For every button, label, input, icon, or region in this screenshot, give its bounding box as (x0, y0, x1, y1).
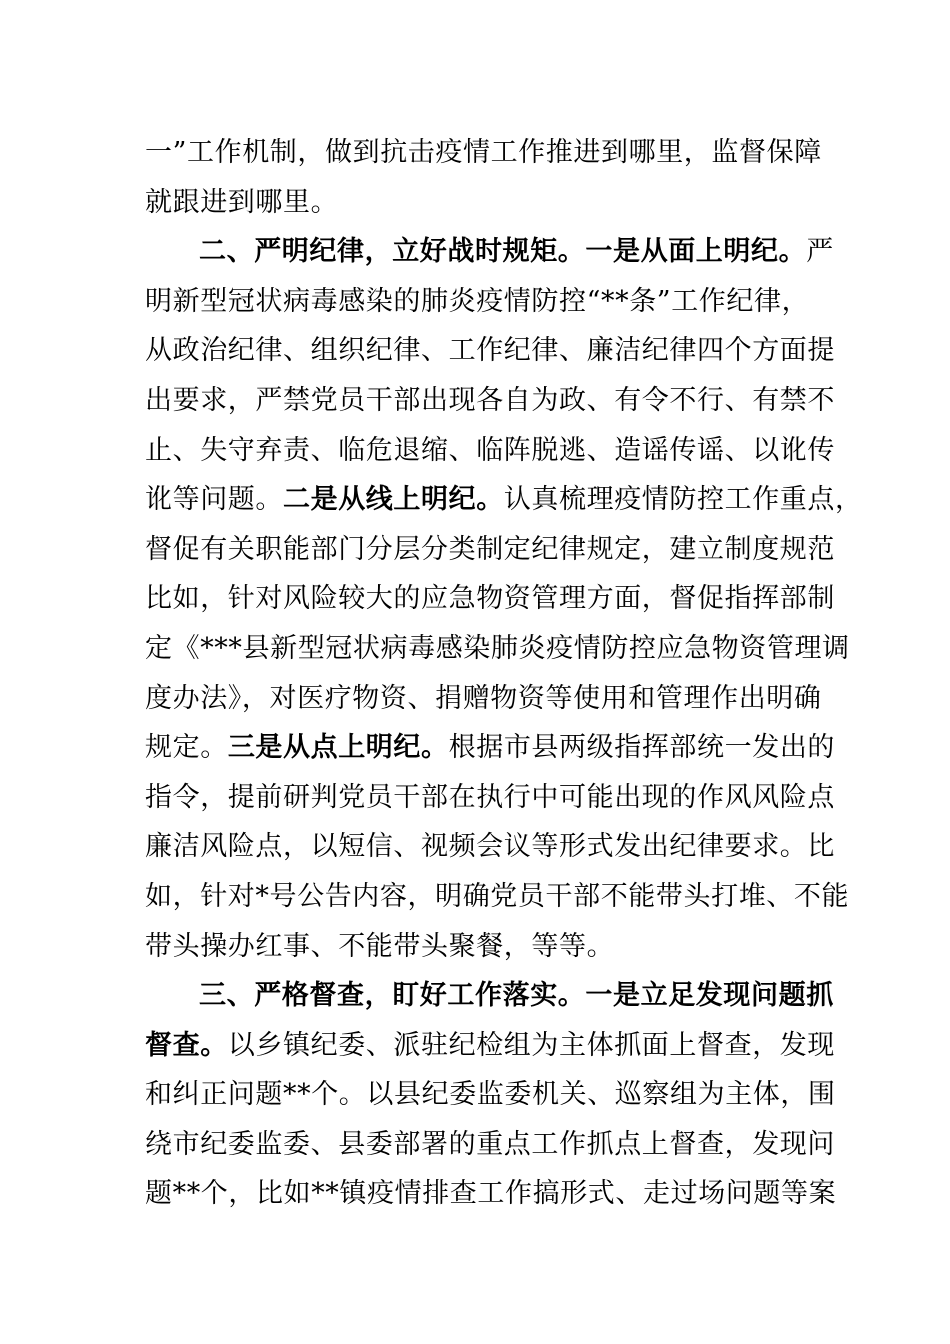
text-segment: 出要求，严禁党员干部出现各自为政、有令不行、有禁不 (145, 384, 835, 416)
text-segment: 一”工作机制，做到抗击疫情工作推进到哪里，监督保障 (145, 137, 822, 168)
text-line (145, 376, 835, 426)
bold-text-segment: 二是从线上明纪。 (283, 484, 504, 516)
text-line (145, 574, 835, 624)
text-line (145, 326, 835, 376)
text-line (145, 227, 835, 277)
text-line (145, 128, 835, 178)
text-segment: 定《***县新型冠状病毒感染肺炎疫情防控应急物资管理调 (145, 632, 850, 664)
text-segment: 讹等问题。 (145, 484, 283, 516)
text-line (145, 1070, 835, 1120)
text-segment: 廉洁风险点，以短信、视频会议等形式发出纪律要求。比 (145, 831, 835, 863)
text-line (145, 723, 835, 773)
text-line (145, 1169, 835, 1219)
text-segment: 根据市县两级指挥部统一发出的 (448, 732, 836, 764)
text-line (145, 1021, 835, 1071)
text-line (145, 674, 835, 724)
text-segment: 从政治纪律、组织纪律、工作纪律、廉洁纪律四个方面提 (145, 335, 835, 367)
text-segment: 督促有关职能部门分层分类制定纪律规定，建立制度规范 (145, 533, 835, 565)
text-line (145, 1120, 835, 1170)
text-line (145, 922, 835, 972)
text-line (145, 426, 835, 476)
text-line (145, 277, 835, 327)
text-segment: 度办法》，对医疗物资、捐赠物资等使用和管理作出明确 (145, 682, 822, 714)
text-line (145, 178, 835, 228)
text-segment: 止、失守弃责、临危退缩、临阵脱逃、造谣传谣、以讹传 (145, 434, 835, 466)
text-segment: 规定。 (145, 732, 228, 764)
bold-text-segment: 督查。 (145, 1029, 228, 1061)
text-line (145, 475, 863, 525)
text-segment: 绕市纪委监委、县委部署的重点工作抓点上督查，发现问 (145, 1128, 835, 1160)
text-line (145, 822, 835, 872)
text-segment: 如，针对*号公告内容，明确党员干部不能带头打堆、不能 (145, 880, 850, 912)
text-segment: 就跟进到哪里。 (145, 186, 339, 218)
text-line (145, 624, 850, 674)
text-segment: 严 (806, 236, 834, 268)
text-segment: 以乡镇纪委、派驻纪检组为主体抓面上督查，发现 (227, 1029, 836, 1061)
text-segment: 认真梳理疫情防控工作重点， (503, 484, 863, 516)
text-segment: 带头操办红事、不能带头聚餐，等等。 (145, 930, 615, 962)
document-body (145, 128, 863, 1219)
text-segment: 题**个，比如**镇疫情排查工作搞形式、走过场问题等案 (145, 1178, 837, 1210)
text-line (145, 773, 835, 823)
text-line (145, 971, 835, 1021)
text-line (145, 872, 850, 922)
text-segment: 指令，提前研判党员干部在执行中可能出现的作风风险点 (145, 781, 835, 813)
text-segment: 和纠正问题**个。以县纪委监委机关、巡察组为主体，围 (145, 1079, 836, 1111)
text-line (145, 525, 835, 575)
bold-text-segment: 二、严明纪律，立好战时规矩。一是从面上明纪。 (199, 236, 807, 268)
bold-text-segment: 三是从点上明纪。 (227, 732, 449, 764)
text-segment: 比如，针对风险较大的应急物资管理方面，督促指挥部制 (145, 583, 835, 615)
bold-text-segment: 三、严格督查，盯好工作落实。一是立足发现问题抓 (199, 980, 834, 1012)
text-segment: 明新型冠状病毒感染的肺炎疫情防控“**条”工作纪律， (145, 285, 810, 317)
